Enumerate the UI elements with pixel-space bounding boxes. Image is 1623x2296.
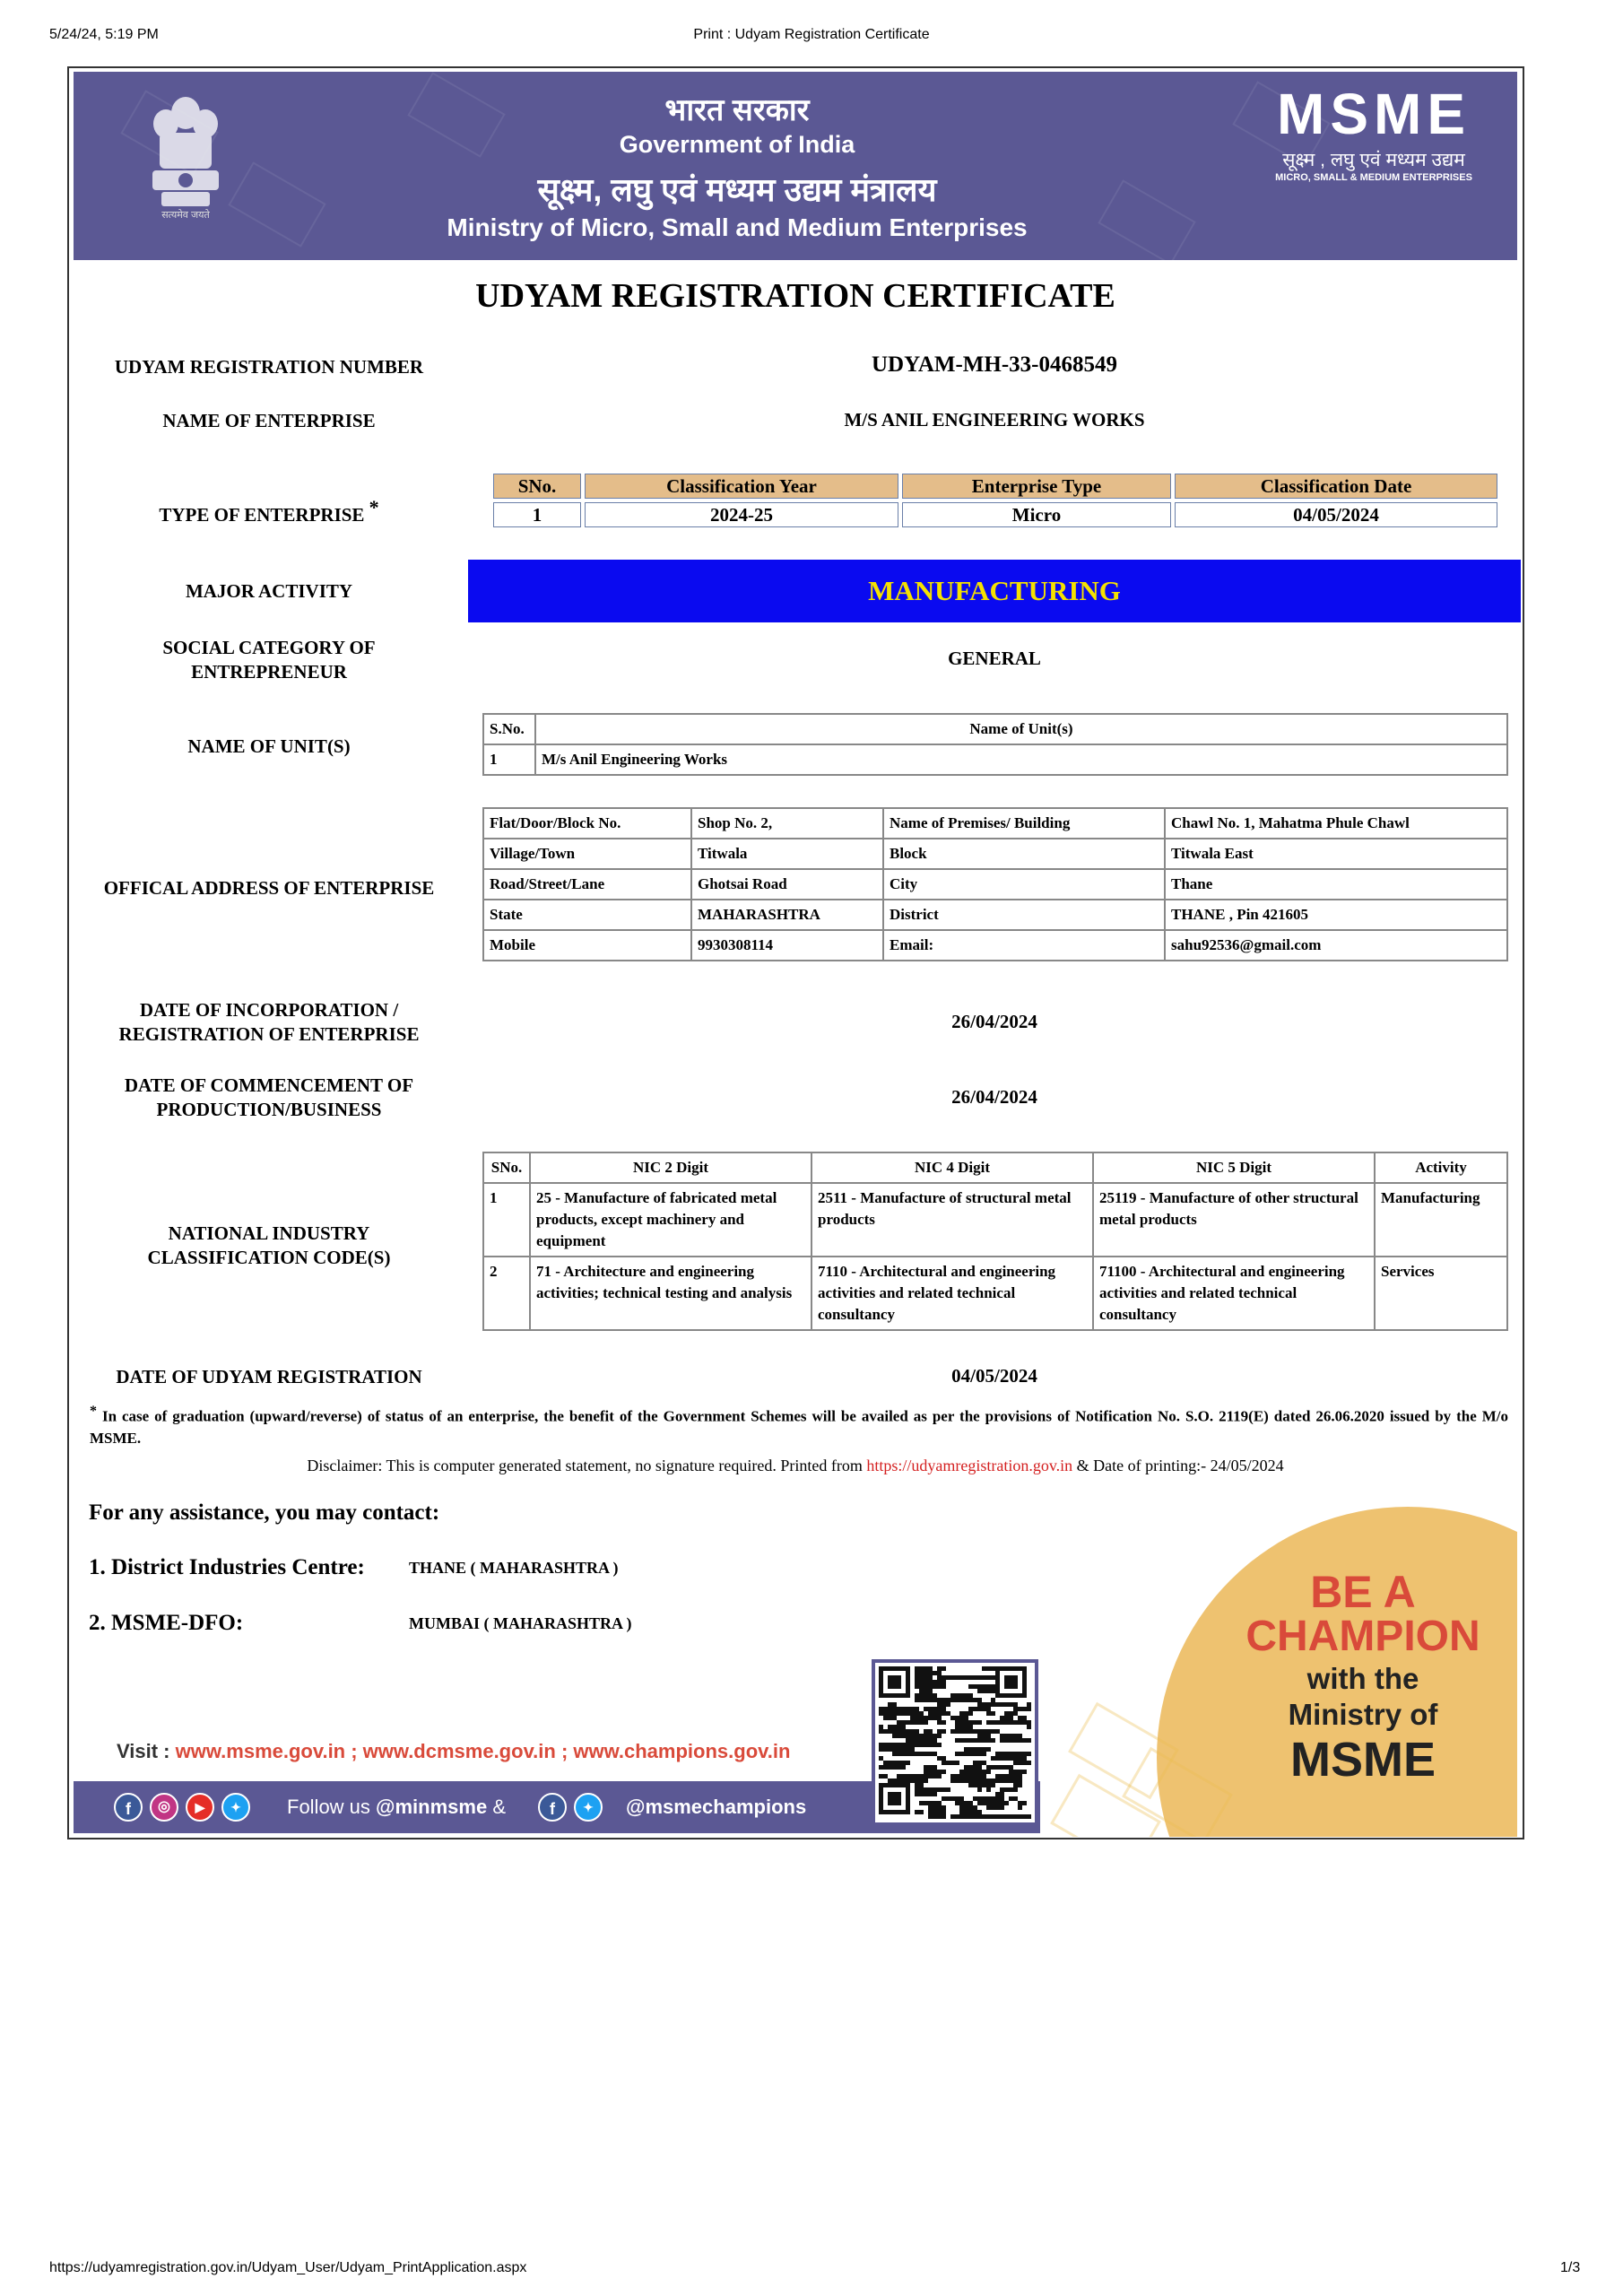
certificate-title: UDYAM REGISTRATION CERTIFICATE (475, 277, 1115, 315)
address-cell: Email: (883, 930, 1165, 961)
social-category-label: SOCIAL CATEGORY OF ENTREPRENEUR (162, 637, 376, 683)
nic-row (483, 1183, 1507, 1257)
units-header-sno: S.No. (483, 714, 535, 744)
address-row (483, 900, 1507, 930)
disclaimer-link[interactable]: https://udyamregistration.gov.in (866, 1457, 1073, 1474)
champion-line-4: Ministry of (1288, 1698, 1438, 1731)
address-label: OFFICAL ADDRESS OF ENTERPRISE (103, 877, 435, 899)
nic-label: NATIONAL INDUSTRY CLASSIFICATION CODE(S) (147, 1222, 391, 1268)
msme-logo: MSME (1277, 82, 1471, 146)
handle-2: @msmechampions (626, 1796, 807, 1818)
address-cell: Mobile (483, 930, 691, 961)
banner-english-ministry: Ministry of Micro, Small and Medium Enterprises (447, 213, 1028, 241)
enterprise-name-label: NAME OF ENTERPRISE (162, 410, 376, 431)
reg-number-label: UDYAM REGISTRATION NUMBER (114, 356, 424, 378)
banner-hindi-govt: भारत सरकार (664, 93, 810, 127)
address-cell: Flat/Door/Block No. (483, 808, 691, 839)
type-header-sno: SNo. (493, 474, 581, 499)
address-row (483, 839, 1507, 869)
champion-line-2: CHAMPION (1245, 1613, 1480, 1660)
print-url: https://udyamregistration.gov.in/Udyam_User/Udyam_PrintApplication.aspx (49, 2260, 527, 2275)
print-datetime: 5/24/24, 5:19 PM (49, 27, 159, 42)
nic-cell: Manufacturing (1375, 1183, 1507, 1257)
nic-cell: Services (1375, 1257, 1507, 1330)
facebook-icon[interactable]: f (114, 1793, 143, 1822)
nic-header-cell: NIC 2 Digit (530, 1152, 812, 1183)
champion-promo (1040, 1507, 1517, 1837)
contact-1-value: THANE ( MAHARASHTRA ) (409, 1559, 619, 1577)
address-cell: MAHARASHTRA (691, 900, 883, 930)
qr-code-icon (879, 1666, 1031, 1819)
nic-cell: 7110 - Architectural and engineering activities and related technical consultancy (812, 1257, 1093, 1330)
nic-header-cell: SNo. (483, 1152, 530, 1183)
nic-cell: 2 (483, 1257, 530, 1330)
nic-header-cell: NIC 5 Digit (1093, 1152, 1375, 1183)
nic-table (482, 1152, 1508, 1331)
type-header-year: Classification Year (585, 474, 898, 499)
address-cell: Titwala East (1165, 839, 1507, 869)
visit-links[interactable]: www.msme.gov.in ; www.dcmsme.gov.in ; www.champions.gov.in (175, 1740, 791, 1762)
follow-text: Follow us @minmsme & (287, 1796, 507, 1818)
units-cell-name: M/s Anil Engineering Works (535, 744, 1507, 775)
address-row (483, 930, 1507, 961)
msme-hindi: सूक्ष्म , लघु एवं मध्यम उद्यम (1282, 150, 1465, 170)
social-category: GENERAL (948, 648, 1041, 669)
nic-header-cell: Activity (1375, 1152, 1507, 1183)
address-cell: Block (883, 839, 1165, 869)
assistance-heading: For any assistance, you may contact: (89, 1500, 440, 1525)
address-cell: Road/Street/Lane (483, 869, 691, 900)
address-cell: Village/Town (483, 839, 691, 869)
twitter-icon-2[interactable]: ✦ (574, 1793, 603, 1822)
units-header-name: Name of Unit(s) (535, 714, 1507, 744)
nic-cell: 2511 - Manufacture of structural metal products (812, 1183, 1093, 1257)
type-cell-year: 2024-25 (585, 502, 898, 527)
type-cell-date: 04/05/2024 (1175, 502, 1497, 527)
address-cell: State (483, 900, 691, 930)
nic-cell: 71100 - Architectural and engineering activities and related technical consultancy (1093, 1257, 1375, 1330)
major-activity-bar: MANUFACTURING (468, 560, 1521, 622)
enterprise-name: M/S ANIL ENGINEERING WORKS (844, 409, 1145, 430)
address-cell: Name of Premises/ Building (883, 808, 1165, 839)
udyam-reg-date: 04/05/2024 (951, 1365, 1037, 1387)
youtube-icon[interactable]: ▶ (186, 1793, 214, 1822)
units-cell-sno: 1 (483, 744, 535, 775)
champion-line-3: with the (1306, 1662, 1419, 1695)
banner-english-govt: Government of India (619, 131, 855, 158)
facebook-icon-2[interactable]: f (538, 1793, 567, 1822)
address-cell: Shop No. 2, (691, 808, 883, 839)
units-table (482, 713, 1508, 776)
type-label: TYPE OF ENTERPRISE * (159, 496, 379, 526)
disclaimer: Disclaimer: This is computer generated statement, no signature required. Printed from https://udyamregistration.gov.in & Date of printing:- 24/05/2024 (307, 1457, 1284, 1474)
udyam-reg-date-label: DATE OF UDYAM REGISTRATION (116, 1366, 422, 1387)
nic-row (483, 1257, 1507, 1330)
nic-header-row (483, 1152, 1507, 1183)
address-table (482, 807, 1508, 961)
major-activity-label: MAJOR ACTIVITY (185, 580, 353, 602)
qr-code (872, 1659, 1038, 1826)
type-cell-sno: 1 (493, 502, 581, 527)
reg-number: UDYAM-MH-33-0468549 (871, 352, 1118, 377)
contact-2-value: MUMBAI ( MAHARASHTRA ) (409, 1614, 632, 1632)
footnote: * In case of graduation (upward/reverse) of status of an enterprise, the benefit of the Government Schemes will be availed as per the provisions of Notification No. S.O. 2119(E) dated 26.06.2020 issued by the M/o MSME. (90, 1404, 1508, 1447)
address-cell: sahu92536@gmail.com (1165, 930, 1507, 961)
address-cell: Thane (1165, 869, 1507, 900)
contact-1-label: 1. District Industries Centre: (89, 1555, 365, 1579)
type-table (490, 470, 1501, 531)
print-title: Print : Udyam Registration Certificate (693, 27, 930, 42)
nic-cell: 25 - Manufacture of fabricated metal products, except machinery and equipment (530, 1183, 812, 1257)
address-cell: Ghotsai Road (691, 869, 883, 900)
msme-subtitle: MICRO, SMALL & MEDIUM ENTERPRISES (1275, 172, 1472, 183)
contact-2-label: 2. MSME-DFO: (89, 1611, 244, 1635)
nic-cell: 25119 - Manufacture of other structural metal products (1093, 1183, 1375, 1257)
print-page: 1/3 (1560, 2260, 1581, 2275)
units-label: NAME OF UNIT(S) (187, 735, 351, 757)
address-cell: THANE , Pin 421605 (1165, 900, 1507, 930)
banner-hindi-ministry: सूक्ष्म, लघु एवं मध्यम उद्यम मंत्रालय (537, 171, 937, 208)
visit-line: Visit : www.msme.gov.in ; www.dcmsme.gov.in ; www.champions.gov.in (117, 1740, 791, 1762)
nic-cell: 1 (483, 1183, 530, 1257)
address-cell: Titwala (691, 839, 883, 869)
emblem-caption: सत्यमेव जयते (161, 210, 210, 221)
govt-banner (74, 72, 1517, 260)
nic-header-cell: NIC 4 Digit (812, 1152, 1093, 1183)
type-header-date: Classification Date (1175, 474, 1497, 499)
champion-line-1: BE A (1310, 1567, 1416, 1617)
type-cell-type: Micro (902, 502, 1171, 527)
nic-cell: 71 - Architecture and engineering activities; technical testing and analysis (530, 1257, 812, 1330)
address-cell: City (883, 869, 1165, 900)
twitter-icon[interactable]: ✦ (221, 1793, 250, 1822)
address-cell: 9930308114 (691, 930, 883, 961)
address-row (483, 808, 1507, 839)
incorporation-date: 26/04/2024 (951, 1011, 1037, 1032)
commencement-label: DATE OF COMMENCEMENT OF PRODUCTION/BUSINESS (124, 1074, 414, 1120)
address-cell: District (883, 900, 1165, 930)
address-row (483, 869, 1507, 900)
type-header-type: Enterprise Type (902, 474, 1171, 499)
champion-line-5: MSME (1290, 1733, 1436, 1787)
commencement-date: 26/04/2024 (951, 1086, 1037, 1108)
instagram-icon[interactable]: ◎ (150, 1793, 178, 1822)
incorporation-label: DATE OF INCORPORATION / REGISTRATION OF ENTERPRISE (118, 999, 420, 1045)
address-cell: Chawl No. 1, Mahatma Phule Chawl (1165, 808, 1507, 839)
